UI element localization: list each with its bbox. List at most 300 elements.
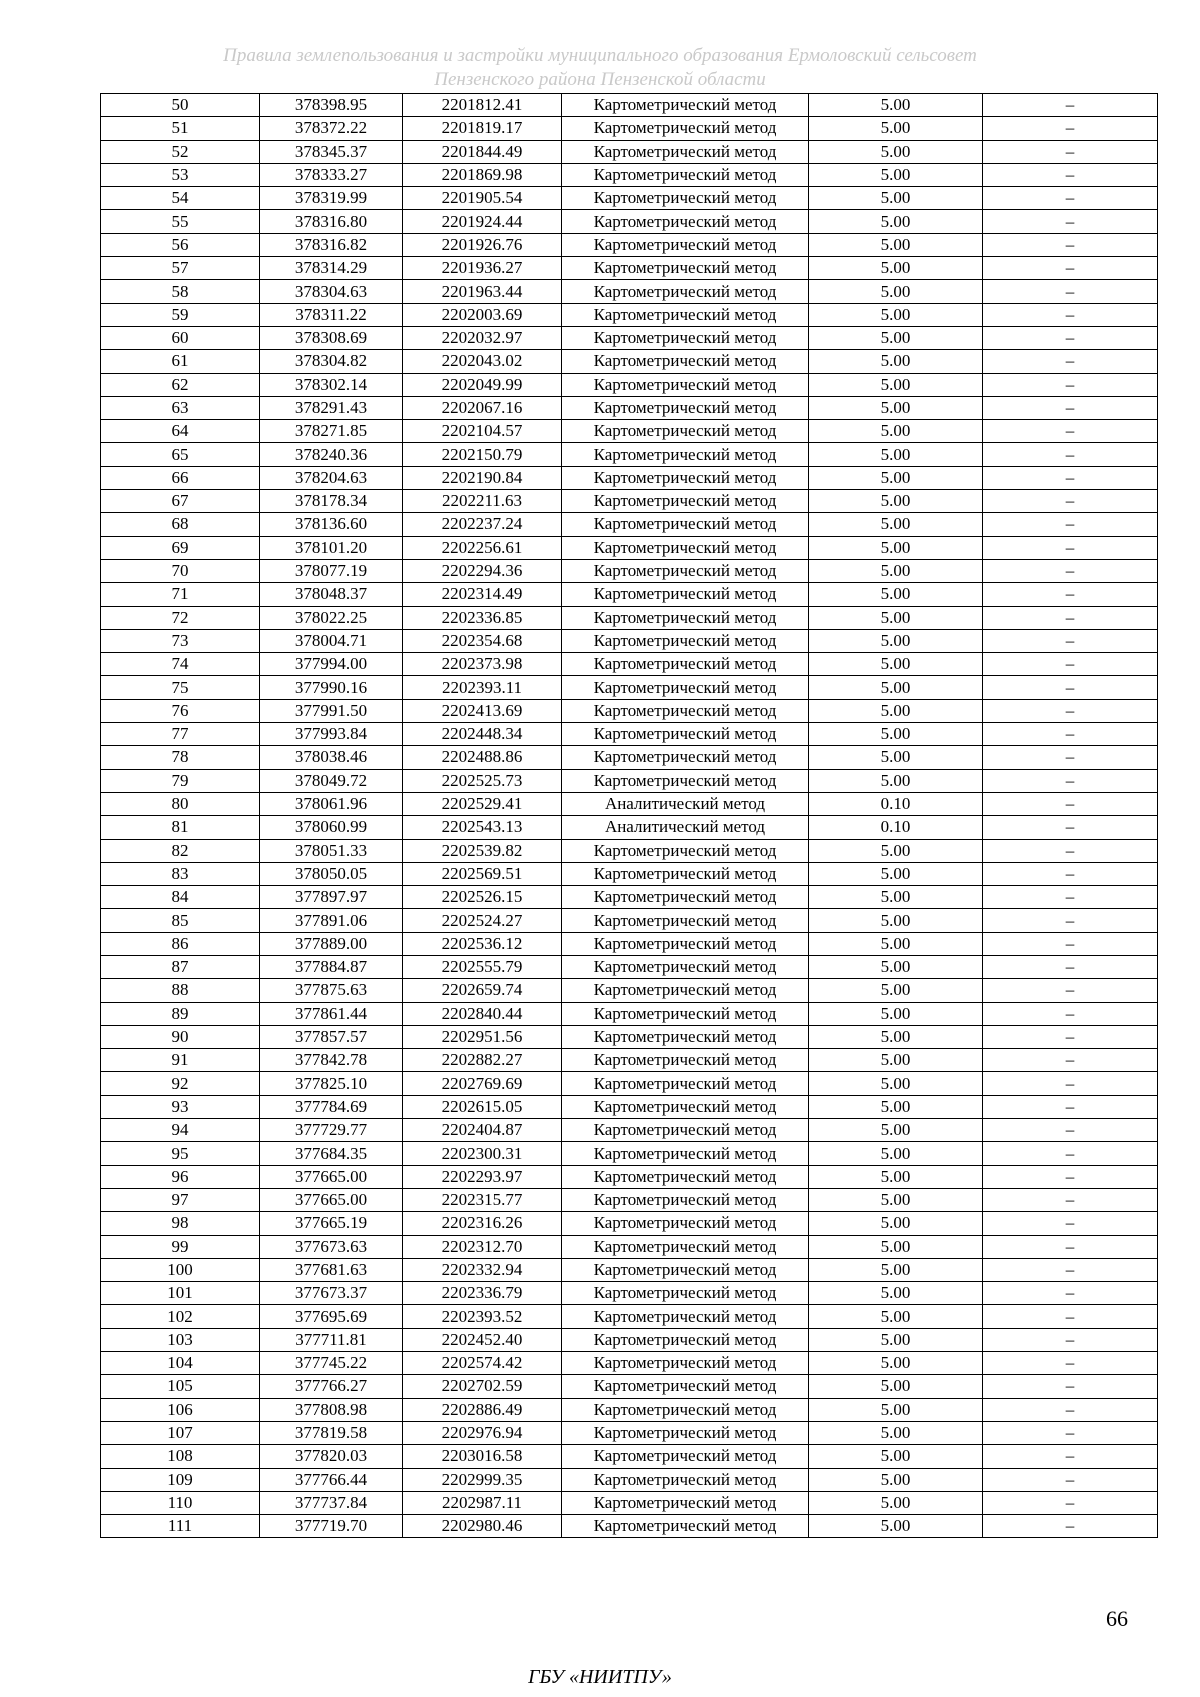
point-number-cell: 59 <box>101 303 260 326</box>
x-coordinate-cell: 378314.29 <box>260 257 403 280</box>
method-cell: Картометрический метод <box>562 466 809 489</box>
table-row <box>101 420 1158 443</box>
y-coordinate-cell: 2202488.86 <box>403 746 562 769</box>
page-header <box>0 44 1200 92</box>
method-cell: Картометрический метод <box>562 839 809 862</box>
y-coordinate-cell: 2202536.12 <box>403 932 562 955</box>
method-cell: Картометрический метод <box>562 699 809 722</box>
point-number-cell: 103 <box>101 1328 260 1351</box>
x-coordinate-cell: 377695.69 <box>260 1305 403 1328</box>
point-number-cell: 111 <box>101 1515 260 1538</box>
table-row <box>101 1258 1158 1281</box>
y-coordinate-cell: 2202336.85 <box>403 606 562 629</box>
accuracy-cell: 5.00 <box>809 1282 983 1305</box>
table-row <box>101 979 1158 1002</box>
table-row <box>101 769 1158 792</box>
x-coordinate-cell: 378204.63 <box>260 466 403 489</box>
point-number-cell: 105 <box>101 1375 260 1398</box>
accuracy-cell: 5.00 <box>809 839 983 862</box>
description-cell: – <box>983 559 1158 582</box>
point-number-cell: 69 <box>101 536 260 559</box>
description-cell: – <box>983 1328 1158 1351</box>
x-coordinate-cell: 378316.82 <box>260 233 403 256</box>
x-coordinate-cell: 378302.14 <box>260 373 403 396</box>
table-row <box>101 1305 1158 1328</box>
method-cell: Картометрический метод <box>562 1049 809 1072</box>
accuracy-cell: 5.00 <box>809 699 983 722</box>
table-row <box>101 373 1158 396</box>
x-coordinate-cell: 378049.72 <box>260 769 403 792</box>
table-row <box>101 1188 1158 1211</box>
y-coordinate-cell: 2202293.97 <box>403 1165 562 1188</box>
x-coordinate-cell: 377665.19 <box>260 1212 403 1235</box>
accuracy-cell: 5.00 <box>809 420 983 443</box>
x-coordinate-cell: 378304.63 <box>260 280 403 303</box>
table-row <box>101 909 1158 932</box>
point-number-cell: 82 <box>101 839 260 862</box>
table-row <box>101 1142 1158 1165</box>
accuracy-cell: 5.00 <box>809 257 983 280</box>
table-row <box>101 839 1158 862</box>
x-coordinate-cell: 378061.96 <box>260 792 403 815</box>
x-coordinate-cell: 378319.99 <box>260 187 403 210</box>
accuracy-cell: 5.00 <box>809 1142 983 1165</box>
method-cell: Картометрический метод <box>562 117 809 140</box>
description-cell: – <box>983 420 1158 443</box>
x-coordinate-cell: 378077.19 <box>260 559 403 582</box>
x-coordinate-cell: 377745.22 <box>260 1352 403 1375</box>
point-number-cell: 50 <box>101 94 260 117</box>
table-row <box>101 1025 1158 1048</box>
point-number-cell: 72 <box>101 606 260 629</box>
method-cell: Картометрический метод <box>562 420 809 443</box>
method-cell: Картометрический метод <box>562 1305 809 1328</box>
description-cell: – <box>983 862 1158 885</box>
description-cell: – <box>983 909 1158 932</box>
description-cell: – <box>983 163 1158 186</box>
method-cell: Картометрический метод <box>562 1142 809 1165</box>
point-number-cell: 68 <box>101 513 260 536</box>
y-coordinate-cell: 2202976.94 <box>403 1421 562 1444</box>
point-number-cell: 98 <box>101 1212 260 1235</box>
page-number: 66 <box>1106 1606 1128 1631</box>
x-coordinate-cell: 377820.03 <box>260 1445 403 1468</box>
y-coordinate-cell: 2202987.11 <box>403 1491 562 1514</box>
method-cell: Картометрический метод <box>562 1421 809 1444</box>
table-row <box>101 466 1158 489</box>
accuracy-cell: 5.00 <box>809 979 983 1002</box>
point-number-cell: 58 <box>101 280 260 303</box>
x-coordinate-cell: 378372.22 <box>260 117 403 140</box>
description-cell: – <box>983 396 1158 419</box>
accuracy-cell: 5.00 <box>809 1352 983 1375</box>
method-cell: Картометрический метод <box>562 932 809 955</box>
description-cell: – <box>983 723 1158 746</box>
table-row <box>101 303 1158 326</box>
x-coordinate-cell: 377766.27 <box>260 1375 403 1398</box>
accuracy-cell: 5.00 <box>809 955 983 978</box>
accuracy-cell: 5.00 <box>809 909 983 932</box>
y-coordinate-cell: 2202525.73 <box>403 769 562 792</box>
description-cell: – <box>983 257 1158 280</box>
point-number-cell: 77 <box>101 723 260 746</box>
point-number-cell: 51 <box>101 117 260 140</box>
y-coordinate-cell: 2202882.27 <box>403 1049 562 1072</box>
method-cell: Картометрический метод <box>562 629 809 652</box>
table-row <box>101 862 1158 885</box>
method-cell: Картометрический метод <box>562 1282 809 1305</box>
table-row <box>101 792 1158 815</box>
table-row <box>101 1375 1158 1398</box>
description-cell: – <box>983 955 1158 978</box>
table-row <box>101 396 1158 419</box>
x-coordinate-cell: 377884.87 <box>260 955 403 978</box>
point-number-cell: 67 <box>101 490 260 513</box>
coordinates-table <box>100 93 1158 1538</box>
y-coordinate-cell: 2202315.77 <box>403 1188 562 1211</box>
coordinates-table-body <box>101 94 1158 1538</box>
accuracy-cell: 5.00 <box>809 1212 983 1235</box>
point-number-cell: 66 <box>101 466 260 489</box>
point-number-cell: 97 <box>101 1188 260 1211</box>
point-number-cell: 53 <box>101 163 260 186</box>
method-cell: Картометрический метод <box>562 1025 809 1048</box>
x-coordinate-cell: 378051.33 <box>260 839 403 862</box>
description-cell: – <box>983 699 1158 722</box>
description-cell: – <box>983 1258 1158 1281</box>
description-cell: – <box>983 653 1158 676</box>
point-number-cell: 94 <box>101 1119 260 1142</box>
accuracy-cell: 5.00 <box>809 443 983 466</box>
accuracy-cell: 5.00 <box>809 1165 983 1188</box>
y-coordinate-cell: 2202003.69 <box>403 303 562 326</box>
description-cell: – <box>983 583 1158 606</box>
x-coordinate-cell: 377684.35 <box>260 1142 403 1165</box>
x-coordinate-cell: 377673.63 <box>260 1235 403 1258</box>
accuracy-cell: 5.00 <box>809 1468 983 1491</box>
accuracy-cell: 5.00 <box>809 1421 983 1444</box>
method-cell: Картометрический метод <box>562 769 809 792</box>
description-cell: – <box>983 1165 1158 1188</box>
point-number-cell: 71 <box>101 583 260 606</box>
description-cell: – <box>983 233 1158 256</box>
table-row <box>101 117 1158 140</box>
y-coordinate-cell: 2202354.68 <box>403 629 562 652</box>
table-row <box>101 233 1158 256</box>
method-cell: Картометрический метод <box>562 443 809 466</box>
y-coordinate-cell: 2202067.16 <box>403 396 562 419</box>
method-cell: Картометрический метод <box>562 490 809 513</box>
point-number-cell: 109 <box>101 1468 260 1491</box>
y-coordinate-cell: 2202555.79 <box>403 955 562 978</box>
table-row <box>101 746 1158 769</box>
method-cell: Картометрический метод <box>562 350 809 373</box>
point-number-cell: 104 <box>101 1352 260 1375</box>
method-cell: Картометрический метод <box>562 257 809 280</box>
table-row <box>101 187 1158 210</box>
method-cell: Картометрический метод <box>562 1398 809 1421</box>
point-number-cell: 52 <box>101 140 260 163</box>
x-coordinate-cell: 377729.77 <box>260 1119 403 1142</box>
y-coordinate-cell: 2202615.05 <box>403 1095 562 1118</box>
method-cell: Картометрический метод <box>562 559 809 582</box>
table-row <box>101 210 1158 233</box>
table-row <box>101 1445 1158 1468</box>
point-number-cell: 78 <box>101 746 260 769</box>
point-number-cell: 57 <box>101 257 260 280</box>
x-coordinate-cell: 378136.60 <box>260 513 403 536</box>
method-cell: Картометрический метод <box>562 1375 809 1398</box>
x-coordinate-cell: 378316.80 <box>260 210 403 233</box>
description-cell: – <box>983 1515 1158 1538</box>
method-cell: Картометрический метод <box>562 1165 809 1188</box>
point-number-cell: 65 <box>101 443 260 466</box>
point-number-cell: 92 <box>101 1072 260 1095</box>
y-coordinate-cell: 2202543.13 <box>403 816 562 839</box>
point-number-cell: 100 <box>101 1258 260 1281</box>
method-cell: Картометрический метод <box>562 1235 809 1258</box>
x-coordinate-cell: 377990.16 <box>260 676 403 699</box>
method-cell: Картометрический метод <box>562 1352 809 1375</box>
point-number-cell: 60 <box>101 326 260 349</box>
point-number-cell: 64 <box>101 420 260 443</box>
accuracy-cell: 5.00 <box>809 606 983 629</box>
x-coordinate-cell: 377857.57 <box>260 1025 403 1048</box>
accuracy-cell: 5.00 <box>809 629 983 652</box>
y-coordinate-cell: 2201963.44 <box>403 280 562 303</box>
x-coordinate-cell: 378333.27 <box>260 163 403 186</box>
description-cell: – <box>983 140 1158 163</box>
y-coordinate-cell: 2202769.69 <box>403 1072 562 1095</box>
x-coordinate-cell: 378398.95 <box>260 94 403 117</box>
table-row <box>101 490 1158 513</box>
point-number-cell: 75 <box>101 676 260 699</box>
table-row <box>101 886 1158 909</box>
accuracy-cell: 5.00 <box>809 1258 983 1281</box>
y-coordinate-cell: 2202404.87 <box>403 1119 562 1142</box>
x-coordinate-cell: 377897.97 <box>260 886 403 909</box>
y-coordinate-cell: 2201812.41 <box>403 94 562 117</box>
accuracy-cell: 5.00 <box>809 723 983 746</box>
y-coordinate-cell: 2203016.58 <box>403 1445 562 1468</box>
table-row <box>101 163 1158 186</box>
y-coordinate-cell: 2202314.49 <box>403 583 562 606</box>
point-number-cell: 91 <box>101 1049 260 1072</box>
point-number-cell: 99 <box>101 1235 260 1258</box>
accuracy-cell: 5.00 <box>809 210 983 233</box>
accuracy-cell: 5.00 <box>809 1025 983 1048</box>
point-number-cell: 63 <box>101 396 260 419</box>
table-row <box>101 1072 1158 1095</box>
point-number-cell: 55 <box>101 210 260 233</box>
y-coordinate-cell: 2202951.56 <box>403 1025 562 1048</box>
accuracy-cell: 5.00 <box>809 862 983 885</box>
point-number-cell: 79 <box>101 769 260 792</box>
table-row <box>101 583 1158 606</box>
x-coordinate-cell: 377991.50 <box>260 699 403 722</box>
point-number-cell: 56 <box>101 233 260 256</box>
point-number-cell: 107 <box>101 1421 260 1444</box>
method-cell: Картометрический метод <box>562 233 809 256</box>
method-cell: Картометрический метод <box>562 1095 809 1118</box>
y-coordinate-cell: 2202332.94 <box>403 1258 562 1281</box>
y-coordinate-cell: 2201844.49 <box>403 140 562 163</box>
table-row <box>101 1398 1158 1421</box>
accuracy-cell: 5.00 <box>809 373 983 396</box>
accuracy-cell: 5.00 <box>809 1235 983 1258</box>
x-coordinate-cell: 377784.69 <box>260 1095 403 1118</box>
x-coordinate-cell: 378291.43 <box>260 396 403 419</box>
method-cell: Картометрический метод <box>562 163 809 186</box>
method-cell: Картометрический метод <box>562 979 809 1002</box>
description-cell: – <box>983 1049 1158 1072</box>
accuracy-cell: 5.00 <box>809 1072 983 1095</box>
method-cell: Картометрический метод <box>562 1212 809 1235</box>
y-coordinate-cell: 2202659.74 <box>403 979 562 1002</box>
point-number-cell: 80 <box>101 792 260 815</box>
description-cell: – <box>983 816 1158 839</box>
description-cell: – <box>983 303 1158 326</box>
method-cell: Картометрический метод <box>562 280 809 303</box>
x-coordinate-cell: 377825.10 <box>260 1072 403 1095</box>
table-row <box>101 723 1158 746</box>
accuracy-cell: 5.00 <box>809 350 983 373</box>
point-number-cell: 87 <box>101 955 260 978</box>
description-cell: – <box>983 676 1158 699</box>
table-row <box>101 1328 1158 1351</box>
method-cell: Картометрический метод <box>562 373 809 396</box>
description-cell: – <box>983 1468 1158 1491</box>
accuracy-cell: 5.00 <box>809 326 983 349</box>
point-number-cell: 62 <box>101 373 260 396</box>
point-number-cell: 95 <box>101 1142 260 1165</box>
description-cell: – <box>983 1282 1158 1305</box>
method-cell: Картометрический метод <box>562 746 809 769</box>
x-coordinate-cell: 377673.37 <box>260 1282 403 1305</box>
table-row <box>101 1515 1158 1538</box>
accuracy-cell: 5.00 <box>809 1002 983 1025</box>
accuracy-cell: 5.00 <box>809 1375 983 1398</box>
x-coordinate-cell: 377993.84 <box>260 723 403 746</box>
accuracy-cell: 5.00 <box>809 117 983 140</box>
accuracy-cell: 5.00 <box>809 1305 983 1328</box>
method-cell: Картометрический метод <box>562 187 809 210</box>
description-cell: – <box>983 746 1158 769</box>
description-cell: – <box>983 326 1158 349</box>
point-number-cell: 93 <box>101 1095 260 1118</box>
x-coordinate-cell: 377719.70 <box>260 1515 403 1538</box>
y-coordinate-cell: 2201936.27 <box>403 257 562 280</box>
table-row <box>101 1049 1158 1072</box>
x-coordinate-cell: 377766.44 <box>260 1468 403 1491</box>
description-cell: – <box>983 1421 1158 1444</box>
y-coordinate-cell: 2202312.70 <box>403 1235 562 1258</box>
y-coordinate-cell: 2202574.42 <box>403 1352 562 1375</box>
y-coordinate-cell: 2201926.76 <box>403 233 562 256</box>
description-cell: – <box>983 839 1158 862</box>
table-row <box>101 1491 1158 1514</box>
y-coordinate-cell: 2202256.61 <box>403 536 562 559</box>
point-number-cell: 70 <box>101 559 260 582</box>
method-cell: Картометрический метод <box>562 1188 809 1211</box>
x-coordinate-cell: 377711.81 <box>260 1328 403 1351</box>
accuracy-cell: 5.00 <box>809 1515 983 1538</box>
accuracy-cell: 5.00 <box>809 303 983 326</box>
point-number-cell: 54 <box>101 187 260 210</box>
point-number-cell: 86 <box>101 932 260 955</box>
y-coordinate-cell: 2202999.35 <box>403 1468 562 1491</box>
accuracy-cell: 5.00 <box>809 163 983 186</box>
x-coordinate-cell: 378311.22 <box>260 303 403 326</box>
table-row <box>101 326 1158 349</box>
method-cell: Картометрический метод <box>562 909 809 932</box>
x-coordinate-cell: 377819.58 <box>260 1421 403 1444</box>
description-cell: – <box>983 280 1158 303</box>
point-number-cell: 73 <box>101 629 260 652</box>
x-coordinate-cell: 377889.00 <box>260 932 403 955</box>
accuracy-cell: 5.00 <box>809 466 983 489</box>
y-coordinate-cell: 2202886.49 <box>403 1398 562 1421</box>
y-coordinate-cell: 2201819.17 <box>403 117 562 140</box>
method-cell: Аналитический метод <box>562 816 809 839</box>
description-cell: – <box>983 373 1158 396</box>
accuracy-cell: 5.00 <box>809 140 983 163</box>
method-cell: Картометрический метод <box>562 326 809 349</box>
x-coordinate-cell: 378004.71 <box>260 629 403 652</box>
point-number-cell: 76 <box>101 699 260 722</box>
point-number-cell: 101 <box>101 1282 260 1305</box>
x-coordinate-cell: 378271.85 <box>260 420 403 443</box>
y-coordinate-cell: 2202316.26 <box>403 1212 562 1235</box>
point-number-cell: 81 <box>101 816 260 839</box>
table-row <box>101 513 1158 536</box>
accuracy-cell: 5.00 <box>809 1119 983 1142</box>
table-row <box>101 559 1158 582</box>
header-line-2: Пензенского района Пензенской области <box>434 69 766 90</box>
y-coordinate-cell: 2202294.36 <box>403 559 562 582</box>
accuracy-cell: 5.00 <box>809 536 983 559</box>
description-cell: – <box>983 1025 1158 1048</box>
table-row <box>101 280 1158 303</box>
description-cell: – <box>983 1119 1158 1142</box>
table-row <box>101 699 1158 722</box>
method-cell: Картометрический метод <box>562 1002 809 1025</box>
x-coordinate-cell: 377665.00 <box>260 1188 403 1211</box>
y-coordinate-cell: 2202300.31 <box>403 1142 562 1165</box>
accuracy-cell: 5.00 <box>809 187 983 210</box>
point-number-cell: 74 <box>101 653 260 676</box>
table-row <box>101 536 1158 559</box>
method-cell: Картометрический метод <box>562 303 809 326</box>
y-coordinate-cell: 2202237.24 <box>403 513 562 536</box>
accuracy-cell: 5.00 <box>809 233 983 256</box>
accuracy-cell: 5.00 <box>809 1445 983 1468</box>
header-line-1: Правила землепользования и застройки муниципального образования Ермоловский сельсовет <box>223 45 977 66</box>
table-row <box>101 606 1158 629</box>
method-cell: Картометрический метод <box>562 723 809 746</box>
method-cell: Картометрический метод <box>562 1328 809 1351</box>
table-row <box>101 1421 1158 1444</box>
description-cell: – <box>983 94 1158 117</box>
y-coordinate-cell: 2202524.27 <box>403 909 562 932</box>
table-row <box>101 1002 1158 1025</box>
description-cell: – <box>983 932 1158 955</box>
description-cell: – <box>983 1142 1158 1165</box>
description-cell: – <box>983 1352 1158 1375</box>
table-row <box>101 140 1158 163</box>
method-cell: Картометрический метод <box>562 1468 809 1491</box>
x-coordinate-cell: 377737.84 <box>260 1491 403 1514</box>
